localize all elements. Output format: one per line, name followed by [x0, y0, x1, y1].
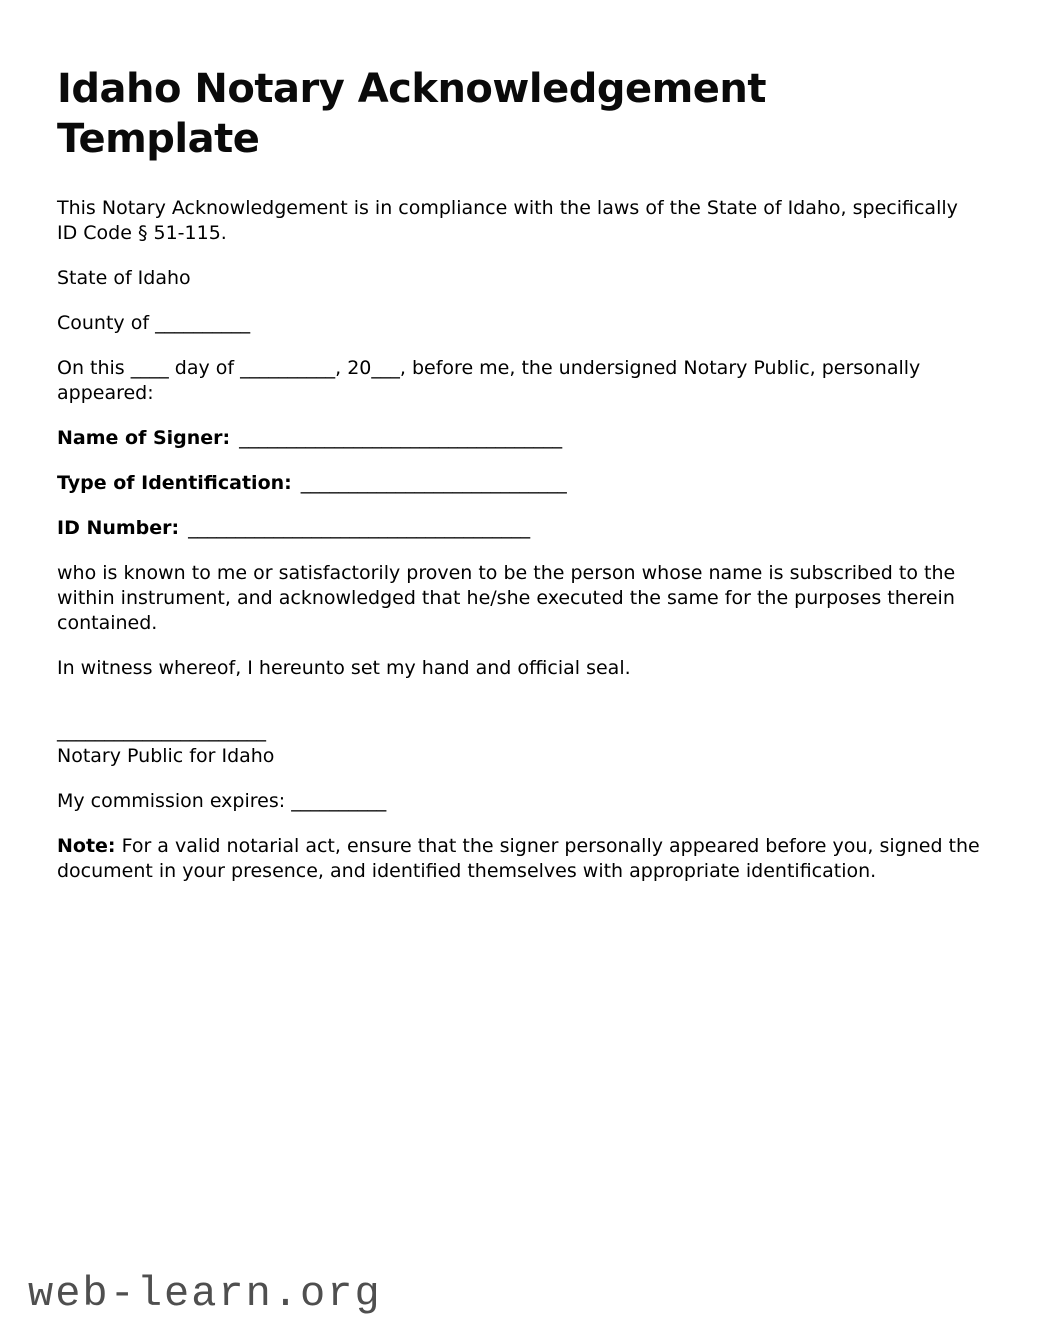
date-prefix: On this	[57, 357, 131, 379]
note-label: Note:	[57, 835, 116, 857]
title-line-2: Template	[57, 116, 260, 162]
id-number-row	[57, 516, 982, 541]
signer-name-label: Name of Signer:	[57, 427, 231, 449]
signature-caption: Notary Public for Idaho	[57, 745, 275, 767]
county-label: County of	[57, 312, 156, 334]
identification-type-blank: ____________________________	[300, 472, 567, 494]
signer-name-blank: __________________________________	[239, 427, 563, 449]
identification-type-label: Type of Identification:	[57, 472, 292, 494]
date-suffix: , before me, the undersigned Notary Public, personally appeared:	[57, 357, 921, 404]
witness-paragraph: In witness whereof, I hereunto set my hand and official seal.	[57, 657, 631, 679]
county-blank: __________	[155, 312, 251, 334]
site-watermark: web-learn.org	[28, 1270, 382, 1318]
note-paragraph	[57, 834, 982, 884]
day-blank: ____	[130, 357, 169, 379]
county-line	[57, 311, 982, 336]
signer-name-row	[57, 426, 982, 451]
id-number-label: ID Number:	[57, 517, 180, 539]
title-line-1: Idaho Notary Acknowledgement	[57, 66, 767, 112]
date-middle: day of	[168, 357, 241, 379]
year-blank: ___	[371, 357, 400, 379]
signature-block	[57, 719, 982, 769]
intro-paragraph: This Notary Acknowledgement is in compliance with the laws of the State of Idaho, specifically ID Code § 51-115.	[57, 197, 958, 244]
date-line	[57, 356, 982, 406]
year-prefix: , 20	[335, 357, 372, 379]
identification-type-row	[57, 471, 982, 496]
page-title	[57, 64, 982, 164]
commission-line	[57, 789, 982, 814]
note-text: For a valid notarial act, ensure that the signer personally appeared before you, signed the document in your presence, and identified themselves with appropriate identification.	[57, 835, 980, 882]
signature-line: ______________________	[57, 720, 266, 742]
acknowledgement-paragraph: who is known to me or satisfactorily proven to be the person whose name is subscribed to the within instrument, and acknowledged that he/she executed the same for the purposes therein contained.	[57, 562, 956, 634]
month-blank: __________	[240, 357, 336, 379]
id-number-blank: ____________________________________	[188, 517, 531, 539]
commission-blank: __________	[291, 790, 387, 812]
commission-label: My commission expires:	[57, 790, 292, 812]
state-of-idaho-line: State of Idaho	[57, 267, 191, 289]
